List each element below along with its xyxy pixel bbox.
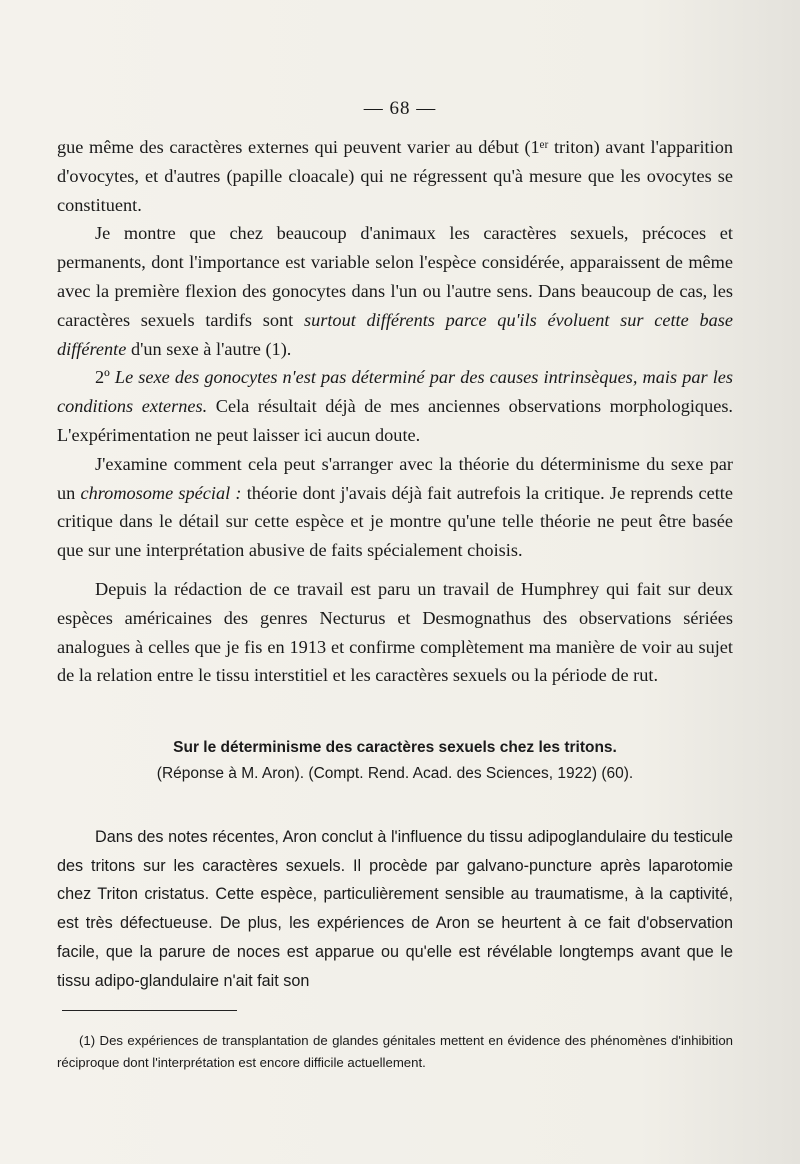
main-text — [57, 133, 733, 690]
section-text — [57, 823, 733, 995]
footnote — [57, 1030, 733, 1074]
paragraph-4 — [57, 450, 733, 565]
paragraph-1: gue même des caractères externes qui peuvent varier au début (1ᵉʳ triton) avant l'apparition d'ovocytes, et d'autres (papille cloacale) qui ne régressent qu'à mesure que les ovocytes se constituent. — [57, 137, 733, 215]
paragraph-5: Depuis la rédaction de ce travail est paru un travail de Humphrey qui fait sur deux espèces américaines des genres Necturus et Desmognathus des observations sériées analogues à celles que je fis en 1913 et confirme complètement ma manière de voir au sujet de la relation entre le tissu interstitiel et les caractères sexuels ou la période de rut. — [57, 578, 733, 686]
paragraph-2-italic: surtout différents parce qu'ils évoluent sur cette base différente — [57, 309, 733, 359]
paragraph-3-number: 2º — [95, 367, 110, 388]
paragraph-2-end: d'un sexe à l'autre (1). — [130, 338, 292, 359]
section-heading: Sur le déterminisme des caractères sexuels chez les tritons. — [173, 739, 617, 756]
paragraph-2-text: Je montre que chez beaucoup d'animaux les caractères sexuels, précoces et permanents, dont l'importance est variable selon l'espèce considérée, apparaissent de même avec la première flexion des gonocytes dans l'un ou l'autre sens. Dans beaucoup de cas, les caractères sexuels tardifs sont — [57, 223, 733, 330]
section-reference: (Réponse à M. Aron). (Compt. Rend. Acad. des Sciences, 1922) (60). — [156, 765, 634, 782]
section-paragraph: Dans des notes récentes, Aron conclut à l'influence du tissu adipoglandulaire du testicule des tritons sur les caractères sexuels. Il procède par galvano-puncture après laparotomie chez Triton cristatus. Cette espèce, particulièrement sensible au traumatisme, à la captivité, est très défectueuse. De plus, les expériences de Aron se heurtent à ce fait d'observation facile, que la parure de noces est apparue ou qu'elle est révélable longtemps avant que le tissu adipo-glandulaire n'ait fait son — [57, 828, 733, 990]
footnote-divider — [62, 1010, 237, 1011]
page-number: — 68 — — [363, 98, 437, 119]
paragraph-4-text: J'examine comment cela peut s'arranger avec la théorie du déterminisme du sexe par un — [57, 453, 733, 503]
paragraph-4-italic: chromosome spécial : — [80, 482, 242, 503]
paragraph-4-end: théorie dont j'avais déjà fait autrefois la critique. Je reprends cette critique dans le détail sur cette espèce et je montre qu'une telle théorie ne peut être basée que sur une interprétation abusive de faits spécialement choisis. — [57, 482, 733, 561]
paragraph-3-text: Cela résultait déjà de mes anciennes observations morphologiques. L'expérimentation ne peut laisser ici aucun doute. — [57, 396, 734, 445]
paragraph-2 — [57, 219, 733, 363]
footnote-text: (1) Des expériences de transplantation de glandes génitales mettent en évidence des phénomènes d'inhibition réciproque dont l'interprétation est encore difficile actuellement. — [57, 1033, 733, 1070]
paragraph-3-italic: Le sexe des gonocytes n'est pas déterminé par des causes intrinsèques, mais par les conditions externes. — [57, 367, 733, 417]
paragraph-3 — [57, 363, 733, 449]
